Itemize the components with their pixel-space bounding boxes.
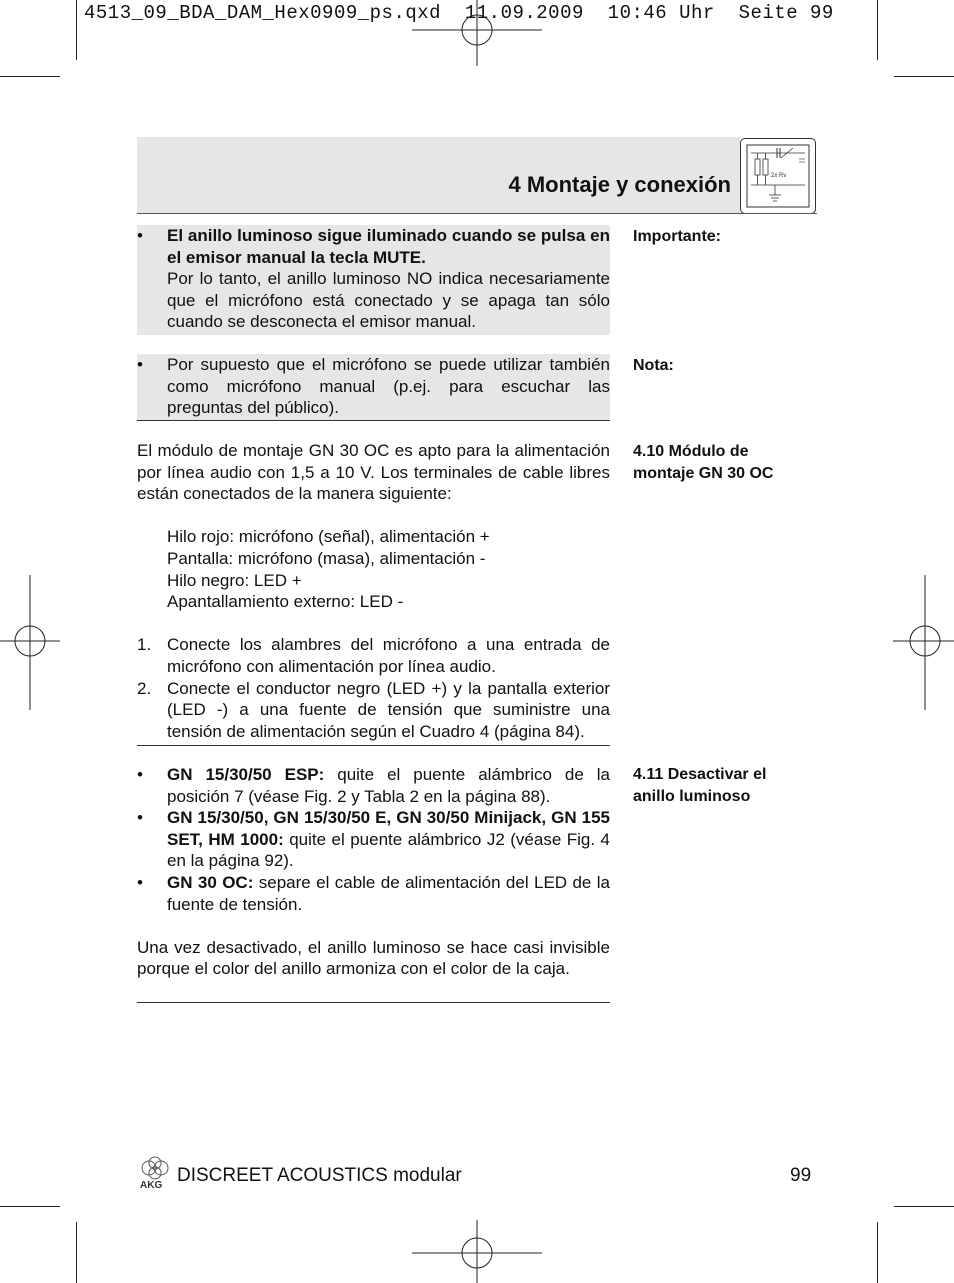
crop-mark [76, 0, 77, 60]
item-text: quite el puente alámbrico de la posición 7 (véase Fig. 2 y Tabla 2 en la página 88). [167, 765, 610, 806]
circuit-diagram-icon [740, 138, 816, 214]
wire-item: Pantalla: micrófono (masa), alimentación - [167, 548, 486, 568]
registration-mark-left [0, 575, 62, 710]
importante-bold-text: El anillo luminoso sigue iluminado cuando se pulsa en el emisor manual la tecla MUTE. [167, 226, 610, 267]
side-label-nota: Nota: [633, 357, 674, 374]
item-text: separe el cable de alimentación del LED de la fuente de tensión. [167, 872, 610, 914]
bullet: • [137, 765, 143, 784]
crop-mark [894, 76, 954, 77]
akg-logo [135, 1156, 175, 1195]
side-label-desactivar [633, 764, 823, 808]
bullet: • [137, 808, 143, 828]
modulo-block [137, 440, 610, 742]
crop-mark [0, 1206, 60, 1207]
item-bold: GN 30 OC: [167, 872, 254, 892]
step-number: 1. [137, 635, 152, 655]
crop-mark [894, 1206, 954, 1207]
section-rule [137, 1002, 610, 1003]
section-rule [137, 745, 610, 746]
header-rule [137, 213, 817, 214]
nota-block [137, 354, 610, 420]
item-bold: GN 15/30/50, GN 15/30/50 E, GN 30/50 Minijack, GN 155 SET, HM 1000: [167, 808, 610, 849]
step-text: Conecte los alambres del micrófono a una entrada de micrófono con alimentación por línea audio. [167, 635, 610, 676]
page-number: 99 [790, 1165, 812, 1186]
list-item [137, 807, 610, 872]
step-number: 2. [137, 678, 152, 698]
desactivar-block [137, 764, 610, 980]
wire-item: Hilo negro: LED + [167, 570, 302, 590]
nota-text: Por supuesto que el micrófono se puede utilizar también como micrófono manual (p.ej. para escuchar las preguntas del público). [167, 355, 610, 418]
modulo-intro: El módulo de montaje GN 30 OC es apto para la alimentación por línea audio con 1,5 a 10 V. Los terminales de cable libres están conectados de la manera siguiente: [137, 441, 610, 504]
step-item [137, 634, 610, 677]
wire-list [137, 526, 610, 612]
footer-product: DISCREET ACOUSTICS modular [177, 1165, 462, 1186]
side-label-modulo [633, 441, 823, 485]
section-rule [137, 420, 610, 421]
desactivar-closing: Una vez desactivado, el anillo luminoso se hace casi invisible porque el color del anillo armoniza con el color de la caja. [137, 937, 610, 979]
crop-mark [877, 1222, 878, 1283]
item-bold: GN 15/30/50 ESP: [167, 765, 325, 784]
logo-text: AKG [140, 1180, 163, 1190]
crop-mark [76, 1222, 77, 1283]
importante-block [137, 225, 610, 335]
side-label-line: 4.10 Módulo de [633, 443, 749, 460]
side-label-line: montaje GN 30 OC [633, 465, 774, 482]
side-label-importante: Importante: [633, 228, 721, 245]
item-text: quite el puente alámbrico J2 (véase Fig. 4 en la página 92). [167, 829, 611, 871]
print-slug-line: 4513_09_BDA_DAM_Hex0909_ps.qxd 11.09.2009 10:46 Uhr Seite 99 [84, 2, 834, 24]
wire-item: Hilo rojo: micrófono (señal), alimentación + [167, 527, 490, 547]
chapter-title: 4 Montaje y conexión [508, 172, 731, 197]
bullet: • [137, 872, 143, 892]
importante-text: Por lo tanto, el anillo luminoso NO indica necesariamente que el micrófono está conectado y se apaga tan sólo cuando se desconecta el emisor manual. [167, 269, 610, 332]
step-text: Conecte el conductor negro (LED +) y la pantalla exterior (LED -) a una fuente de tensión que suministre una tensión de alimentación según el Cuadro 4 (página 84). [167, 678, 610, 741]
step-list [137, 634, 610, 742]
list-item [137, 764, 610, 807]
registration-mark-right [893, 575, 954, 710]
crop-mark [877, 0, 878, 60]
bullet: • [137, 355, 143, 374]
crop-mark [0, 76, 60, 77]
bullet: • [137, 226, 143, 245]
side-label-line: anillo luminoso [633, 788, 751, 805]
wire-item: Apantallamiento externo: LED - [167, 592, 404, 612]
list-item [137, 872, 610, 915]
icon-label: 2x Rv [771, 173, 787, 179]
side-label-line: 4.11 Desactivar el [633, 766, 767, 783]
registration-mark-bottom [412, 1220, 542, 1283]
step-item [137, 678, 610, 743]
registration-mark-top [412, 0, 542, 70]
